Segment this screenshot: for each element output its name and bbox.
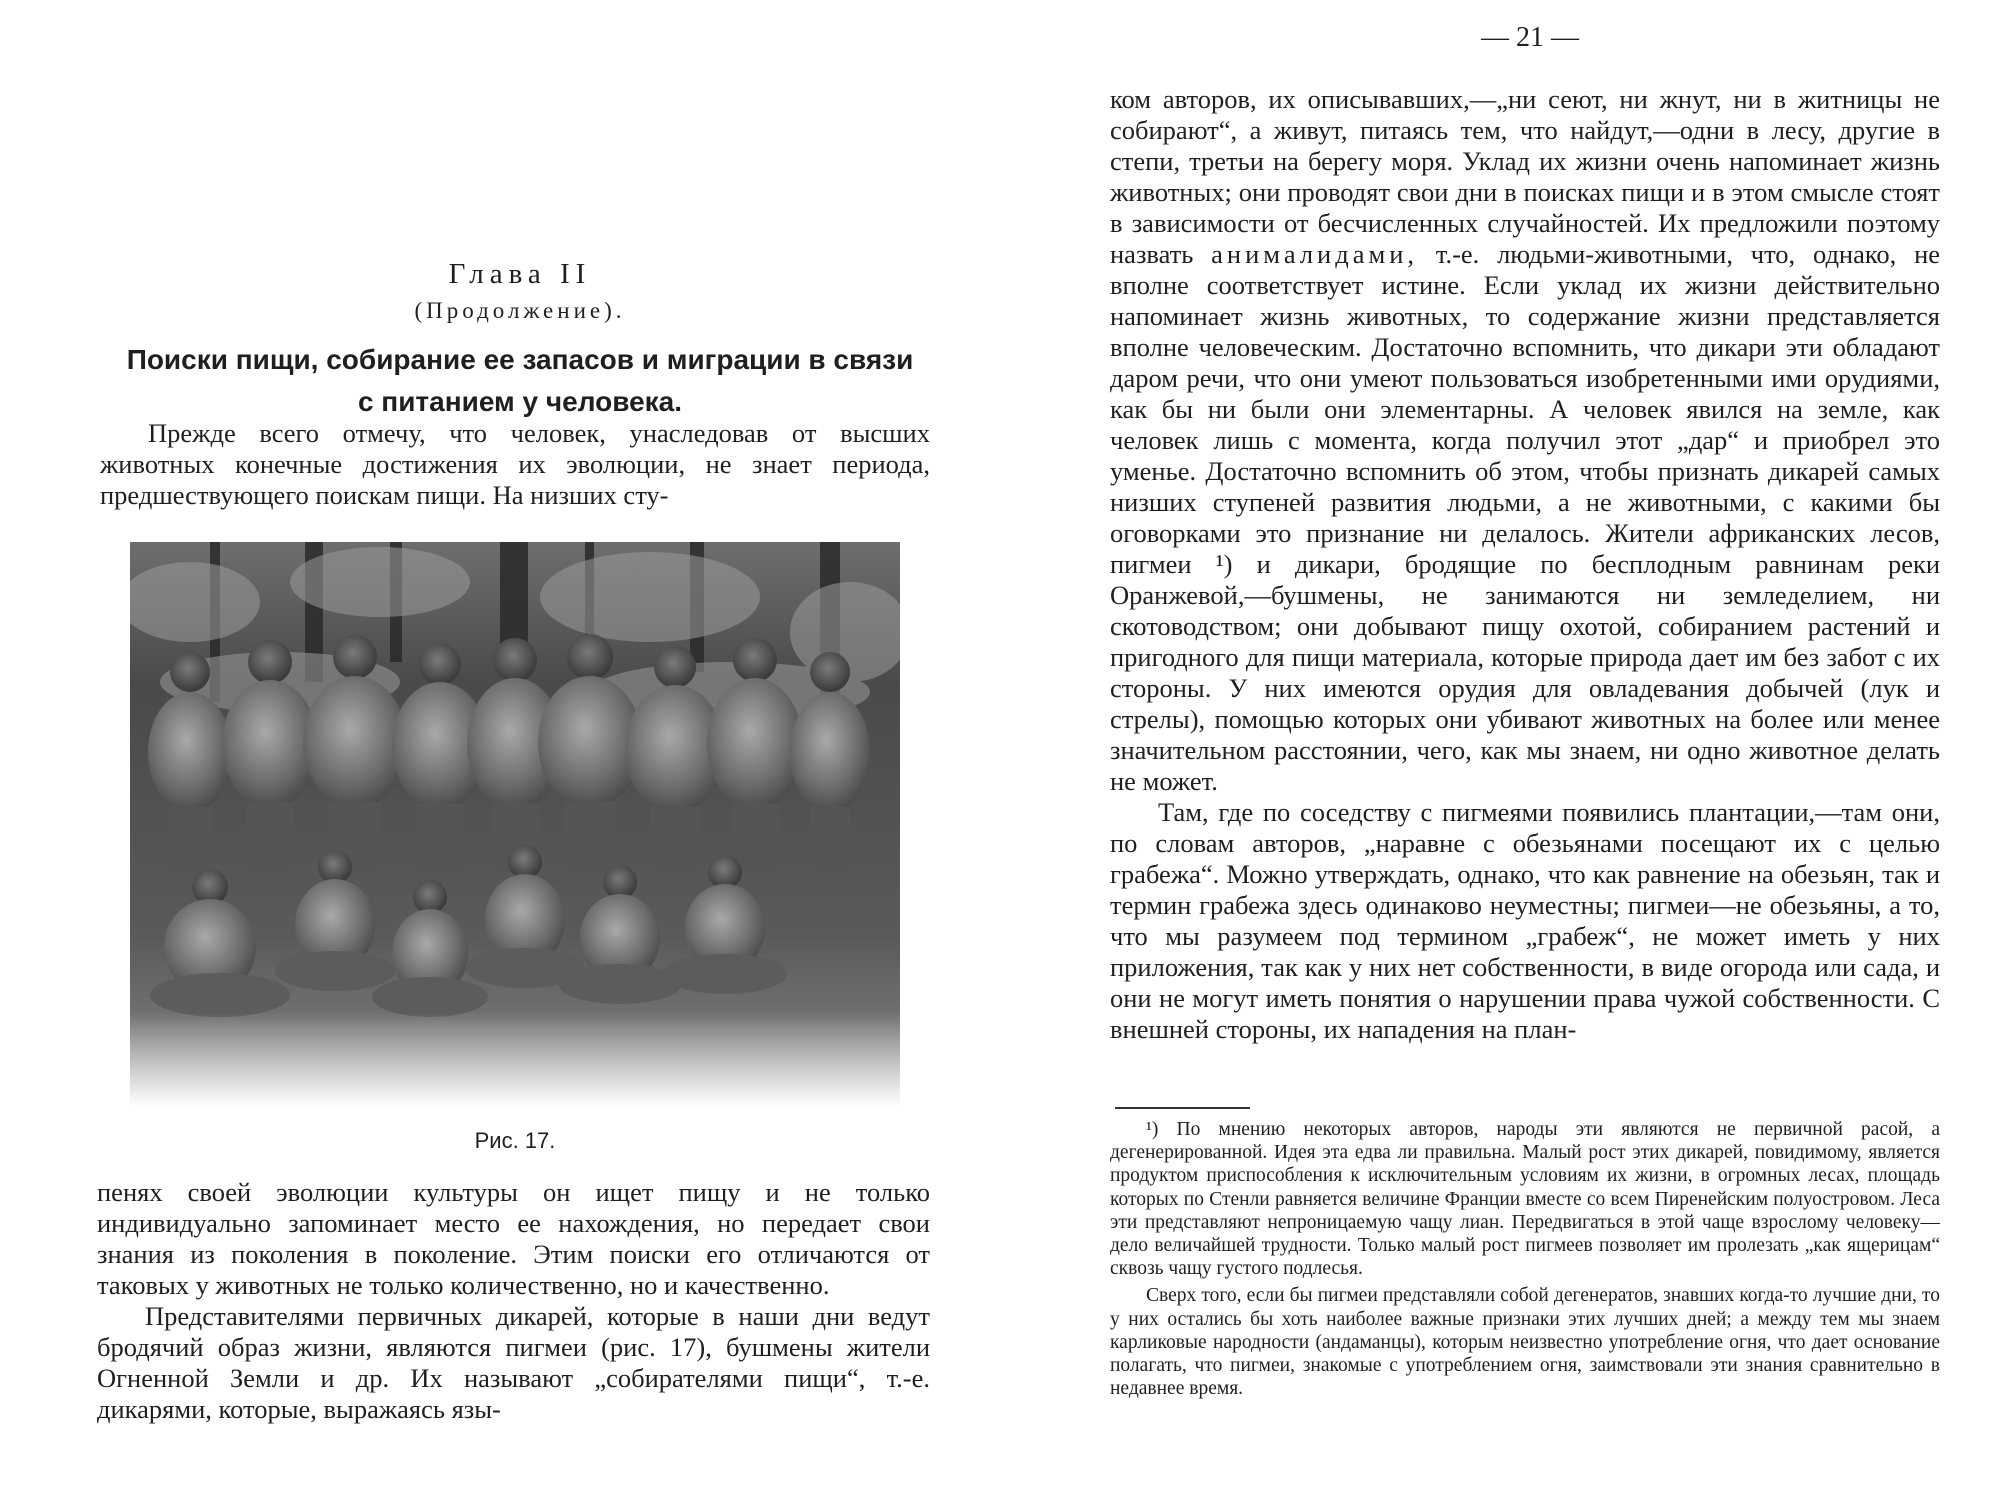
left-body-text xyxy=(97,1177,930,1425)
footnotes xyxy=(1110,1118,1940,1400)
paragraph-1-end: т.-е. людьми-животными, что, однако, не вполне соответствует истине. Если уклад их жизни действительно напоминает жизнь животных, то содержание жизни представляется вполне человеческим. Достаточно вспомнить, что дикари эти обладают даром речи, что они умеют пользоваться изобретенными ими орудиями, как бы ни были они элементарны. А человек явился на земле, как человек лишь с момента, когда получил этот „дар“ и приобрел это уменье. Достаточно вспомнить об этом, чтобы признать дикарей самых низших ступеней развития людьми, а не животными, с какими бы оговорками это признание ни делалось. Жители африканских лесов, пигмеи xyxy=(1110,239,1941,579)
page-number: — 21 — xyxy=(1481,22,1579,53)
chapter-title: Глава II xyxy=(448,258,592,290)
continuation-paragraph: пенях своей эволюции культуры он ищет пищу и не только индивидуально запоминает место ее нахождения, но передает свои знания из поколения в поколение. Этим поиски его отличаются от таковых у животных не только количественно, но и качественно. xyxy=(97,1177,930,1300)
paragraph-1 xyxy=(1110,84,1940,797)
intro-paragraph: Прежде всего отмечу, что человек, унаследовав от высших животных конечные достижения их эволюции, не знает периода, предшествующего поискам пищи. На низших сту- xyxy=(100,418,930,510)
footnote-1: ¹) По мнению некоторых авторов, народы эти являются не первичной расой, а дегенерированной. Идея эта едва ли правильна. Малый рост этих дикарей, повидимому, является продуктом приспособления к исключительным условиям их жизни, в огромных лесах, площадь которых по Стенли равняется величине Франции вместе со всем Пиренейским полуостровом. Леса эти представляют непроницаемую чащу лиан. Передвигаться в этой чаще взрослому человеку—дело величайшей трудности. Только малый рост пигмеев позволяет им пролезать „как ящерицам“ сквозь чащу густого подлесья. xyxy=(1110,1119,1940,1280)
footnote-2: Сверх того, если бы пигмеи представляли собой дегенератов, знавших когда-то лучшие дни, то у них остались бы хоть наиболее важные признаки этих лучших дней; а между тем мы знаем карликовые народности (андаманцы), которым неизвестно употребление огня, что дает основание полагать, что пигмеи, знакомые с употреблением огня, заимствовали эти знания сравнительно в недавнее время. xyxy=(1110,1285,1940,1400)
second-paragraph: Представителями первичных дикарей, которые в наши дни ведут бродячий образ жизни, являются пигмеи (рис. 17), бушмены жители Огненной Земли и др. Их называют „собирателями пищи“, т.-е. дикарями, которые, выражаясь язы- xyxy=(97,1301,930,1424)
chapter-heading-line-1: Поиски пищи, собирание ее запасов и миграции в связи xyxy=(126,344,914,375)
chapter-heading-line-2: с питанием у человека. xyxy=(357,386,683,417)
figure-caption: Рис. 17. xyxy=(474,1128,556,1153)
pygmy-group-photo xyxy=(130,542,900,1107)
paragraph-1-tail: и дикари, бродящие по бесплодным равнинам реки Оранжевой,—бушмены, не занимаются ни земледелием, ни скотоводством; они добывают пищу охотой, собиранием растений и пригодного для пищи материала, которые природа дает им без забот с их стороны. У них имеются орудия для овладевания добычей (лук и стрелы), помощью которых они убивают животных на более или менее значительном расстоянии, чего, как мы знаем, ни одно животное делать не может. xyxy=(1110,549,1941,796)
chapter-header xyxy=(100,255,940,423)
paragraph-1-start: ком авторов, их описывавших,—„ни сеют, ни жнут, ни в житницы не собирают“, а живут, питаясь тем, что найдут,—одни в лесу, другие в степи, третьи на берегу моря. Уклад их жизни очень напоминает жизнь животных; они проводят свои дни в поисках пищи и в этом смысле стоят в зависимости от бесчисленных случайностей. Их предложили поэтому назвать xyxy=(1110,84,1940,269)
chapter-subtitle: (Продолжение). xyxy=(414,298,626,323)
paragraph-2: Там, где по соседству с пигмеями появились плантации,—там они, по словам авторов, „наравне с обезьянами посещают их с целью грабежа“. Можно утверждать, однако, что как равнение на обезьян, так и термин грабежа здесь одинаково неуместны; пигмеи—не обезьяны, а то, что мы разумеем под термином „грабеж“, не может иметь у них приложения, так как у них нет собственности, в виде огорода или сада, и они не могут иметь понятия о нарушении права чужой собственности. С внешней стороны, их нападения на план- xyxy=(1110,797,1940,1044)
right-body-text xyxy=(1110,84,1940,1045)
right-page xyxy=(1000,0,2000,1499)
footnote-reference: ¹) xyxy=(1215,549,1233,579)
chapter-heading xyxy=(100,339,940,423)
spaced-term: анималидами, xyxy=(1211,239,1419,269)
footnote-divider xyxy=(1115,1107,1250,1109)
standing-row xyxy=(148,634,870,877)
